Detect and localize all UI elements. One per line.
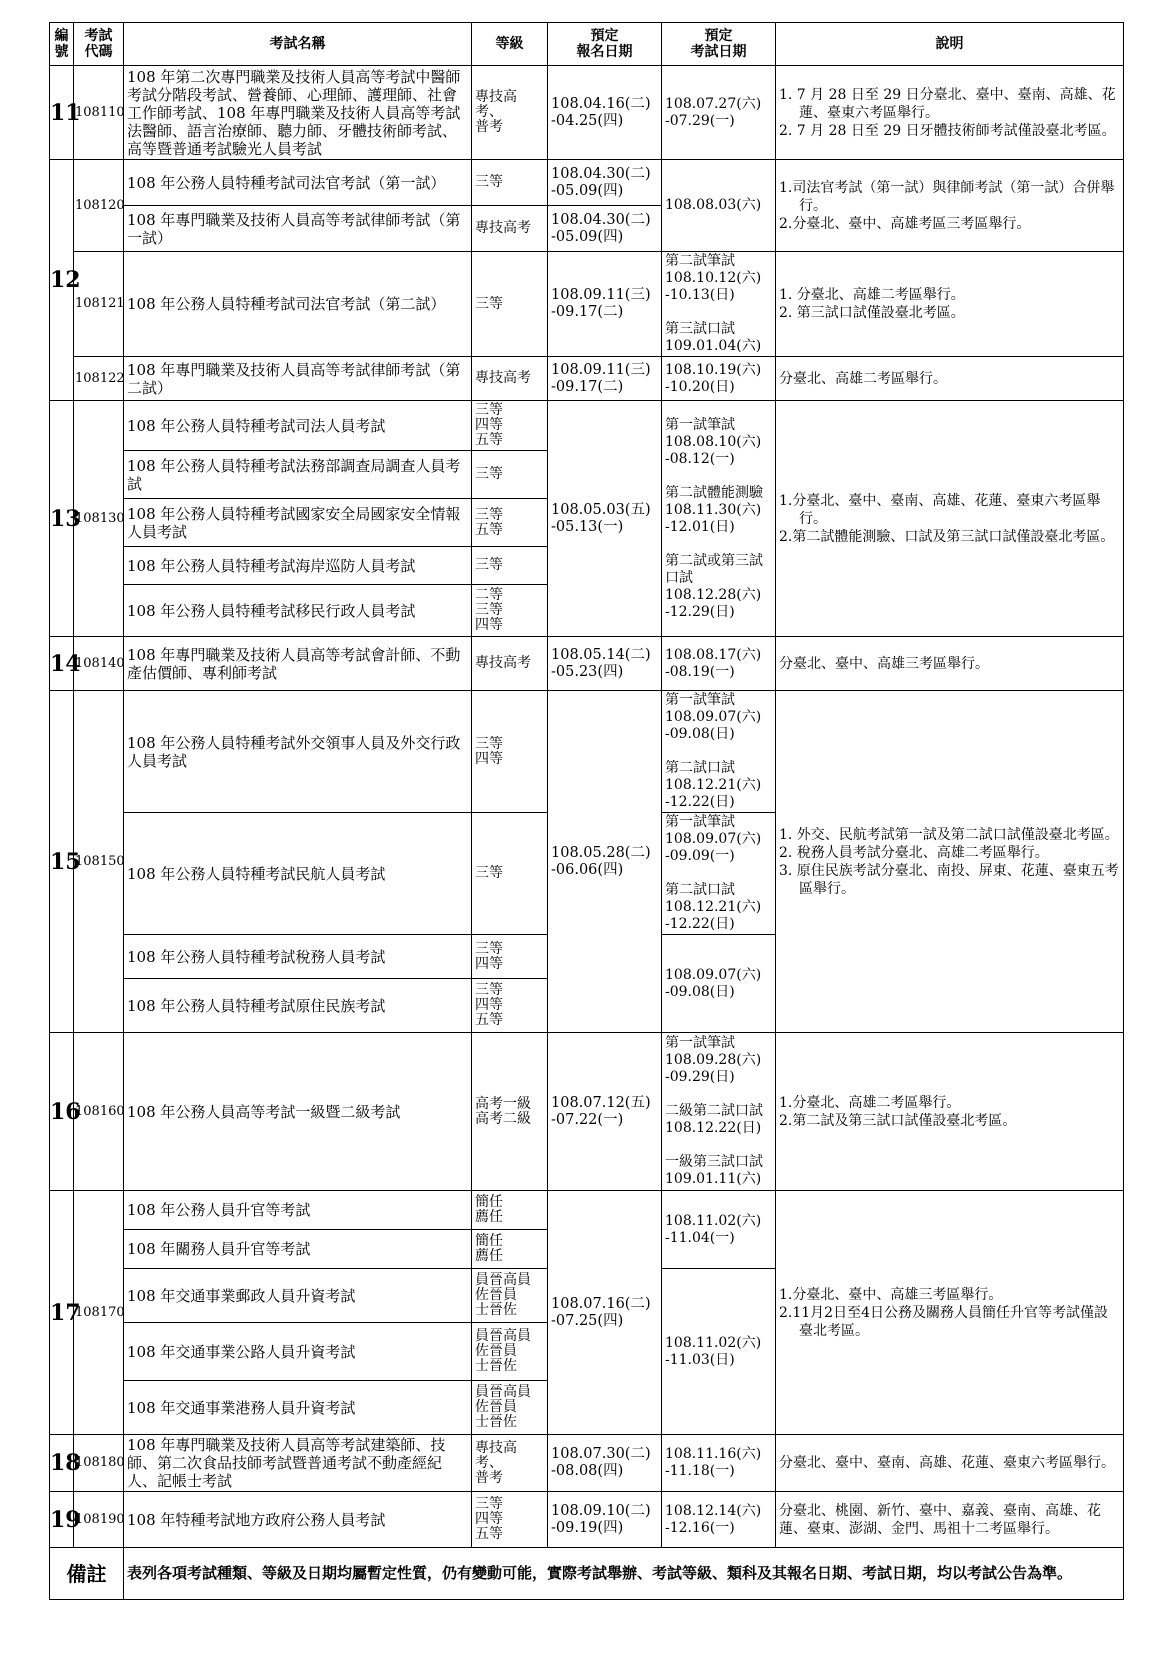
notes: 1.分臺北、高雄二考區舉行。 2.第二試及第三試口試僅設臺北考區。 — [776, 1033, 1124, 1191]
table-row — [50, 1191, 1124, 1230]
exam-name: 108 年公務人員高等考試一級暨二級考試 — [124, 1033, 472, 1191]
table-row — [50, 1492, 1124, 1548]
remark-text: 表列各項考試種類、等級及日期均屬暫定性質，仍有變動可能，實際考試舉辦、考試等級、類科及其報名日期、考試日期，均以考試公告為準。 — [124, 1548, 1124, 1600]
notes: 分臺北、臺中、臺南、高雄、花蓮、臺東六考區舉行。 — [776, 1435, 1124, 1492]
exam-date: 108.10.19(六) -10.20(日) — [662, 357, 776, 401]
row-number: 15 — [50, 691, 74, 1033]
table-row — [50, 252, 1124, 357]
exam-name: 108 年公務人員特種考試稅務人員考試 — [124, 935, 472, 979]
exam-level: 三等 四等 五等 — [472, 1492, 548, 1548]
exam-name: 108 年公務人員特種考試司法官考試（第二試） — [124, 252, 472, 357]
remark-label: 備註 — [50, 1548, 124, 1600]
notes: 1.司法官考試（第一試）與律師考試（第一試）合併舉行。 2.分臺北、臺中、高雄考區三考區舉行。 — [776, 160, 1124, 252]
registration-date: 108.09.11(三) -09.17(二) — [548, 357, 662, 401]
exam-level: 三等 — [472, 813, 548, 935]
exam-level: 專技高考 — [472, 357, 548, 401]
exam-name: 108 年交通事業公路人員升資考試 — [124, 1323, 472, 1381]
registration-date: 108.05.28(二) -06.06(四) — [548, 691, 662, 1033]
exam-level: 簡任 薦任 — [472, 1191, 548, 1230]
exam-name: 108 年特種考試地方政府公務人員考試 — [124, 1492, 472, 1548]
exam-level: 員晉高員 佐晉員 士晉佐 — [472, 1381, 548, 1435]
exam-date: 108.11.16(六) -11.18(一) — [662, 1435, 776, 1492]
exam-level: 三等 — [472, 252, 548, 357]
exam-name: 108 年公務人員升官等考試 — [124, 1191, 472, 1230]
table-row — [50, 1033, 1124, 1191]
exam-code: 108160 — [74, 1033, 124, 1191]
exam-name: 108 年關務人員升官等考試 — [124, 1230, 472, 1269]
exam-level: 三等 — [472, 547, 548, 585]
exam-name: 108 年公務人員特種考試司法人員考試 — [124, 401, 472, 451]
row-number: 12 — [50, 160, 74, 401]
exam-name: 108 年交通事業港務人員升資考試 — [124, 1381, 472, 1435]
exam-level: 三等 五等 — [472, 499, 548, 547]
exam-code: 108120 — [74, 160, 124, 252]
exam-date: 108.11.02(六) -11.03(日) — [662, 1269, 776, 1435]
exam-level: 專技高考 — [472, 206, 548, 252]
exam-level: 簡任 薦任 — [472, 1230, 548, 1269]
row-number: 13 — [50, 401, 74, 637]
exam-date: 108.07.27(六) -07.29(一) — [662, 66, 776, 160]
exam-name: 108 年公務人員特種考試移民行政人員考試 — [124, 585, 472, 637]
registration-date: 108.05.03(五) -05.13(一) — [548, 401, 662, 637]
exam-code: 108121 — [74, 252, 124, 357]
registration-date: 108.09.10(二) -09.19(四) — [548, 1492, 662, 1548]
header-no: 編 號 — [50, 23, 74, 66]
header-notes: 說明 — [776, 23, 1124, 66]
header-reg-date: 預定 報名日期 — [548, 23, 662, 66]
exam-code: 108122 — [74, 357, 124, 401]
exam-level: 專技高考、 普考 — [472, 66, 548, 160]
notes: 分臺北、臺中、高雄三考區舉行。 — [776, 637, 1124, 691]
exam-code: 108190 — [74, 1492, 124, 1548]
header-row — [50, 23, 1124, 66]
exam-name: 108 年專門職業及技術人員高等考試建築師、技師、第二次食品技師考試暨普通考試不動產經紀人、記帳士考試 — [124, 1435, 472, 1492]
notes: 分臺北、高雄二考區舉行。 — [776, 357, 1124, 401]
table-row — [50, 401, 1124, 451]
notes: 1.分臺北、臺中、高雄三考區舉行。 2.11月2日至4日公務及關務人員簡任升官等考試僅設臺北考區。 — [776, 1191, 1124, 1435]
exam-level: 專技高考 — [472, 637, 548, 691]
exam-name: 108 年專門職業及技術人員高等考試律師考試（第一試） — [124, 206, 472, 252]
table-row — [50, 637, 1124, 691]
exam-date: 108.09.07(六) -09.08(日) — [662, 935, 776, 1033]
registration-date: 108.05.14(二) -05.23(四) — [548, 637, 662, 691]
exam-level: 員晉高員 佐晉員 士晉佐 — [472, 1269, 548, 1323]
exam-name: 108 年公務人員特種考試海岸巡防人員考試 — [124, 547, 472, 585]
registration-date: 108.07.30(二) -08.08(四) — [548, 1435, 662, 1492]
exam-name: 108 年公務人員特種考試法務部調查局調查人員考試 — [124, 451, 472, 499]
registration-date: 108.04.30(二) -05.09(四) — [548, 160, 662, 206]
table-row — [50, 66, 1124, 160]
exam-date: 108.11.02(六) -11.04(一) — [662, 1191, 776, 1269]
exam-level: 專技高考、 普考 — [472, 1435, 548, 1492]
exam-name: 108 年交通事業郵政人員升資考試 — [124, 1269, 472, 1323]
row-number: 17 — [50, 1191, 74, 1435]
exam-date: 第一試筆試 108.09.07(六) -09.08(日) 第二試口試 108.12.21(六) -12.22(日) — [662, 691, 776, 813]
exam-level: 三等 四等 — [472, 691, 548, 813]
exam-level: 三等 — [472, 451, 548, 499]
table-row — [50, 160, 1124, 206]
exam-date: 第一試筆試 108.09.07(六) -09.09(一) 第二試口試 108.12.21(六) -12.22(日) — [662, 813, 776, 935]
exam-code: 108170 — [74, 1191, 124, 1435]
registration-date: 108.04.30(二) -05.09(四) — [548, 206, 662, 252]
registration-date: 108.07.16(二) -07.25(四) — [548, 1191, 662, 1435]
exam-level: 三等 四等 — [472, 935, 548, 979]
exam-date: 108.12.14(六) -12.16(一) — [662, 1492, 776, 1548]
exam-name: 108 年公務人員特種考試外交領事人員及外交行政人員考試 — [124, 691, 472, 813]
row-number: 18 — [50, 1435, 74, 1492]
remark-row — [50, 1548, 1124, 1600]
exam-code: 108110 — [74, 66, 124, 160]
notes: 分臺北、桃園、新竹、臺中、嘉義、臺南、高雄、花蓮、臺東、澎湖、金門、馬祖十二考區舉行。 — [776, 1492, 1124, 1548]
exam-level: 員晉高員 佐晉員 士晉佐 — [472, 1323, 548, 1381]
notes: 1. 分臺北、高雄二考區舉行。 2. 第三試口試僅設臺北考區。 — [776, 252, 1124, 357]
table-row — [50, 691, 1124, 813]
registration-date: 108.07.12(五) -07.22(一) — [548, 1033, 662, 1191]
exam-level: 三等 四等 五等 — [472, 979, 548, 1033]
exam-level: 高考一級 高考二級 — [472, 1033, 548, 1191]
row-number: 11 — [50, 66, 74, 160]
exam-code: 108180 — [74, 1435, 124, 1492]
exam-schedule-table — [49, 22, 1124, 1600]
exam-name: 108 年專門職業及技術人員高等考試會計師、不動產估價師、專利師考試 — [124, 637, 472, 691]
row-number: 16 — [50, 1033, 74, 1191]
row-number: 14 — [50, 637, 74, 691]
exam-code: 108130 — [74, 401, 124, 637]
notes: 1. 外交、民航考試第一試及第二試口試僅設臺北考區。 2. 稅務人員考試分臺北、高雄二考區舉行。 3. 原住民族考試分臺北、南投、屏東、花蓮、臺東五考區舉行。 — [776, 691, 1124, 1033]
registration-date: 108.04.16(二) -04.25(四) — [548, 66, 662, 160]
exam-name: 108 年公務人員特種考試民航人員考試 — [124, 813, 472, 935]
table-row — [50, 1435, 1124, 1492]
row-number: 19 — [50, 1492, 74, 1548]
notes: 1.分臺北、臺中、臺南、高雄、花蓮、臺東六考區舉行。 2.第二試體能測驗、口試及第三試口試僅設臺北考區。 — [776, 401, 1124, 637]
exam-level: 二等 三等 四等 — [472, 585, 548, 637]
table-row — [50, 357, 1124, 401]
exam-name: 108 年公務人員特種考試原住民族考試 — [124, 979, 472, 1033]
exam-name: 108 年專門職業及技術人員高等考試律師考試（第二試） — [124, 357, 472, 401]
exam-date: 第二試筆試 108.10.12(六) -10.13(日) 第三試口試 109.01.04(六) — [662, 252, 776, 357]
header-code: 考試 代碼 — [74, 23, 124, 66]
exam-level: 三等 — [472, 160, 548, 206]
registration-date: 108.09.11(三) -09.17(二) — [548, 252, 662, 357]
exam-schedule — [49, 22, 1123, 1600]
exam-name: 108 年公務人員特種考試司法官考試（第一試） — [124, 160, 472, 206]
exam-date: 第一試筆試 108.08.10(六) -08.12(一) 第二試體能測驗 108.11.30(六) -12.01(日) 第二試或第三試 口試 108.12.28(六) -12.29(日) — [662, 401, 776, 637]
exam-name: 108 年第二次專門職業及技術人員高等考試中醫師考試分階段考試、營養師、心理師、護理師、社會工作師考試、108 年專門職業及技術人員高等考試法醫師、語言治療師、聽力師、牙體技術師考試、高等暨普通考試驗光人員考試 — [124, 66, 472, 160]
header-name: 考試名稱 — [124, 23, 472, 66]
exam-level: 三等 四等 五等 — [472, 401, 548, 451]
exam-code: 108150 — [74, 691, 124, 1033]
header-level: 等級 — [472, 23, 548, 66]
exam-date: 108.08.03(六) — [662, 160, 776, 252]
exam-date: 108.08.17(六) -08.19(一) — [662, 637, 776, 691]
header-exam-date: 預定 考試日期 — [662, 23, 776, 66]
exam-name: 108 年公務人員特種考試國家安全局國家安全情報人員考試 — [124, 499, 472, 547]
exam-date: 第一試筆試 108.09.28(六) -09.29(日) 二級第二試口試 108.12.22(日) 一級第三試口試 109.01.11(六) — [662, 1033, 776, 1191]
exam-code: 108140 — [74, 637, 124, 691]
notes: 1. 7 月 28 日至 29 日分臺北、臺中、臺南、高雄、花蓮、臺東六考區舉行。 2. 7 月 28 日至 29 日牙體技術師考試僅設臺北考區。 — [776, 66, 1124, 160]
